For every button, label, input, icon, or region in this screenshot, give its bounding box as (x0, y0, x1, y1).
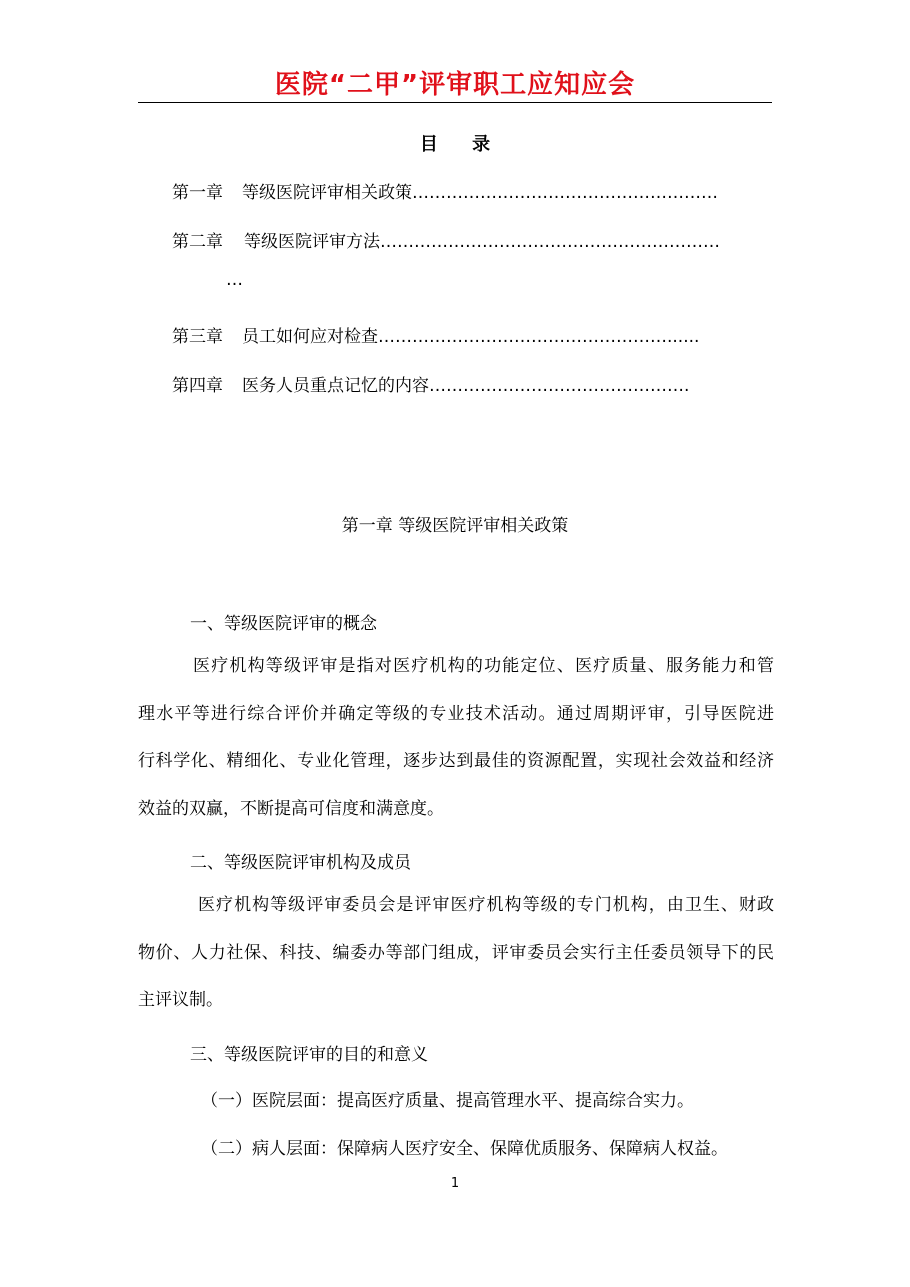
toc-leader-dots: ………………………………………. (429, 376, 690, 396)
page-number: 1 (450, 1176, 460, 1191)
toc-chapter-title: 等级医院评审方法 (244, 232, 380, 252)
section-heading: 二、等级医院评审机构及成员 (190, 853, 411, 873)
toc-chapter-number: 第三章 (172, 327, 223, 347)
toc-leader-dots: ……………………………………………...... (378, 327, 700, 347)
document-title: 医院“二甲”评审职工应知应会 (274, 70, 636, 100)
chapter-heading: 第一章 等级医院评审相关政策 (341, 516, 569, 536)
paragraph-line: 物价、人力社保、科技、编委办等部门组成，评审委员会实行主任委员领导下的民 (138, 942, 774, 963)
toc-chapter-number: 第二章 (172, 232, 223, 252)
paragraph-line: 医疗机构等级评审是指对医疗机构的功能定位、医疗质量、服务能力和管 (193, 656, 774, 676)
section-heading: 三、等级医院评审的目的和意义 (190, 1045, 428, 1065)
section-heading: 一、等级医院评审的概念 (190, 614, 377, 634)
paragraph-line: 行科学化、精细化、专业化管理，逐步达到最佳的资源配置，实现社会效益和经济 (138, 751, 774, 771)
paragraph-line: 主评议制。 (138, 990, 223, 1010)
paragraph-line: 理水平等进行综合评价并确定等级的专业技术活动。通过周期评审，引导医院进 (138, 703, 774, 724)
toc-entry-chapter-2[interactable] (172, 227, 720, 252)
toc-chapter-title: 医务人员重点记忆的内容 (242, 376, 429, 396)
title-underline (138, 102, 772, 103)
toc-chapter-number: 第一章 (172, 183, 223, 203)
toc-heading: 目 录 (419, 134, 505, 155)
toc-entry-chapter-4[interactable] (172, 371, 689, 396)
list-item: （二）病人层面：保障病人医疗安全、保障优质服务、保障病人权益。 (201, 1139, 728, 1159)
toc-leader-dots: ……………………………………………… (412, 183, 718, 203)
list-item: （一）医院层面：提高医疗质量、提高管理水平、提高综合实力。 (201, 1091, 694, 1111)
toc-entry-chapter-1[interactable] (172, 178, 718, 203)
section-paragraph (138, 882, 774, 1025)
section-paragraph (138, 643, 774, 833)
paragraph-line: 医疗机构等级评审委员会是评审医疗机构等级的专门机构，由卫生、财政 (198, 895, 774, 915)
paragraph-line: 效益的双赢，不断提高可信度和满意度。 (138, 798, 444, 819)
toc-chapter-title: 员工如何应对检查 (242, 327, 378, 347)
toc-entry-chapter-3[interactable] (172, 322, 699, 347)
toc-leader-dots: …………………………………………………… (380, 232, 720, 252)
toc-leader-continuation: … (226, 270, 243, 290)
toc-chapter-title: 等级医院评审相关政策 (242, 183, 412, 203)
toc-chapter-number: 第四章 (172, 376, 223, 396)
